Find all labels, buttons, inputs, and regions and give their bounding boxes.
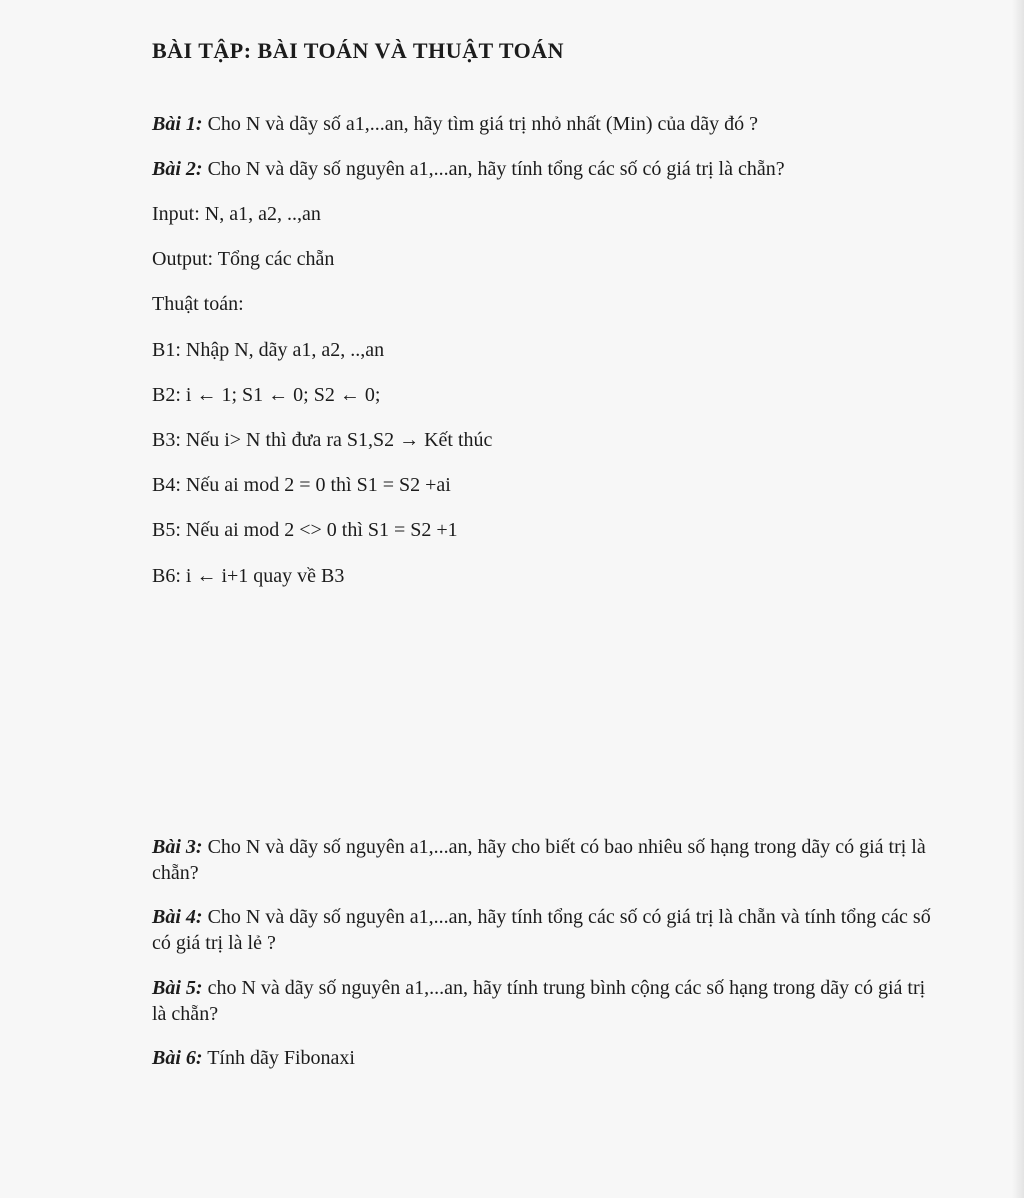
exercise-5-label: Bài 5:: [152, 977, 203, 999]
exercise-4-text: Cho N và dãy số nguyên a1,...an, hãy tính tổng các số có giá trị là chẵn và tính tổng các số có giá trị là lẻ ?: [152, 906, 931, 954]
exercise-2: [152, 156, 785, 182]
algorithm-step: B5: Nếu ai mod 2 <> 0 thì S1 = S2 +1: [152, 519, 458, 541]
exercise-3: [152, 834, 932, 886]
page-edge-shadow: [1012, 0, 1024, 1198]
algorithm-step: B1: Nhập N, dãy a1, a2, ..,an: [152, 339, 385, 361]
algorithm-output: Output: Tổng các chẵn: [152, 248, 335, 270]
exercise-5-text: cho N và dãy số nguyên a1,...an, hãy tính trung bình cộng các số hạng trong dãy có giá trị là chẵn?: [152, 977, 926, 1025]
exercise-4-label: Bài 4:: [152, 906, 203, 928]
algorithm-step: B6: i ← i+1 quay về B3: [152, 565, 345, 587]
exercise-2-text: Cho N và dãy số nguyên a1,...an, hãy tính tổng các số có giá trị là chẵn?: [202, 158, 785, 180]
exercise-5: [152, 975, 932, 1027]
exercise-1-label: Bài 1:: [152, 113, 203, 135]
exercise-6-text: Tính dãy Fibonaxi: [202, 1047, 355, 1069]
algorithm-step: B4: Nếu ai mod 2 = 0 thì S1 = S2 +ai: [152, 474, 451, 496]
exercise-1-text: Cho N và dãy số a1,...an, hãy tìm giá trị nhỏ nhất (Min) của dãy đó ?: [202, 113, 758, 135]
exercise-6-label: Bài 6:: [152, 1047, 203, 1069]
algorithm-heading: Thuật toán:: [152, 293, 244, 315]
exercise-4: [152, 904, 932, 956]
algorithm-step: B2: i ← 1; S1 ← 0; S2 ← 0;: [152, 384, 381, 406]
document-title: BÀI TẬP: BÀI TOÁN VÀ THUẬT TOÁN: [152, 38, 565, 63]
exercise-6: [152, 1045, 355, 1071]
exercise-2-label: Bài 2:: [152, 158, 203, 180]
exercise-1: [152, 111, 758, 137]
exercise-3-text: Cho N và dãy số nguyên a1,...an, hãy cho biết có bao nhiêu số hạng trong dãy có giá trị là chẵn?: [152, 836, 926, 884]
algorithm-input: Input: N, a1, a2, ..,an: [152, 203, 321, 225]
algorithm-step: B3: Nếu i> N thì đưa ra S1,S2 → Kết thúc: [152, 429, 493, 451]
exercise-3-label: Bài 3:: [152, 836, 203, 858]
